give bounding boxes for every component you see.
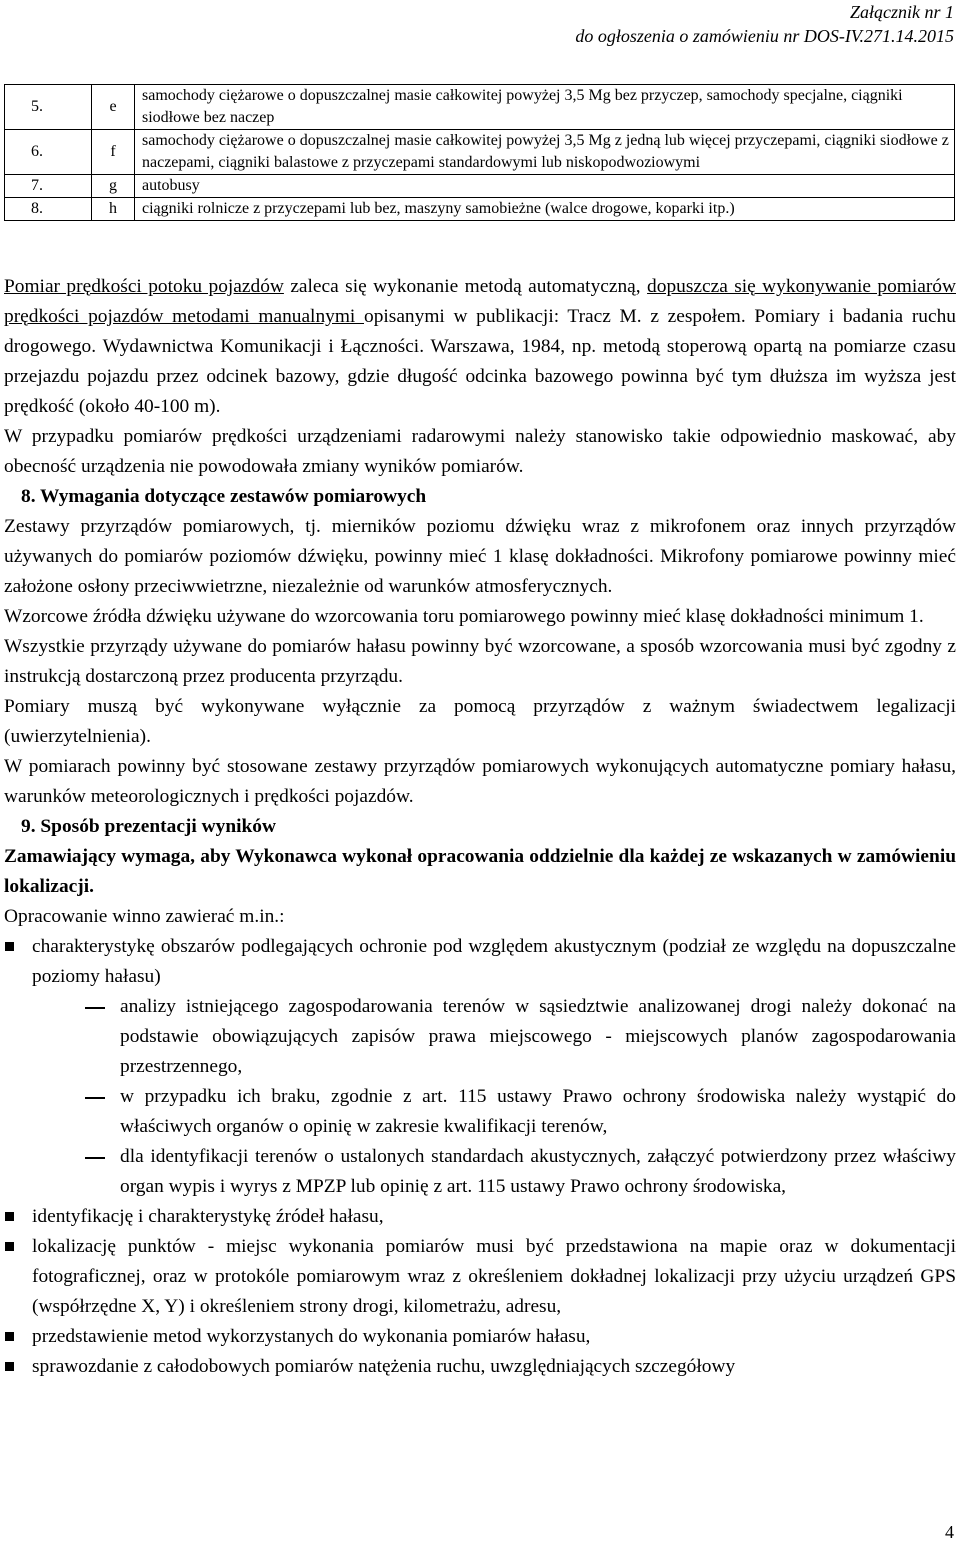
list-item: przedstawienie metod wykorzystanych do wykonania pomiarów hałasu, bbox=[4, 1322, 956, 1352]
list-item: sprawozdanie z całodobowych pomiarów natężenia ruchu, uwzględniających szczegółowy bbox=[4, 1352, 956, 1382]
paragraph: Pomiary muszą być wykonywane wyłącznie za pomocą przyrządów z ważnym świadectwem legalizacji (uwierzytelnienia). bbox=[4, 696, 956, 747]
row-letter: e bbox=[92, 85, 135, 130]
document-body bbox=[4, 272, 956, 1382]
table-row bbox=[5, 198, 955, 221]
section-9-heading: 9. Sposób prezentacji wyników bbox=[21, 816, 276, 837]
row-description: samochody ciężarowe o dopuszczalnej masie całkowitej powyżej 3,5 Mg bez przyczep, samochody specjalne, ciągniki siodłowe bez naczep bbox=[135, 85, 955, 130]
paragraph: Wzorcowe źródła dźwięku używane do wzorcowania toru pomiarowego powinny mieć klasę dokładności minimum 1. bbox=[4, 606, 924, 627]
list-item-text: charakterystykę obszarów podlegających ochronie pod względem akustycznym (podział ze względu na dopuszczalne poziomy hałasu) bbox=[32, 936, 956, 987]
list-intro: Opracowanie winno zawierać m.in.: bbox=[4, 906, 285, 927]
contents-list bbox=[4, 932, 956, 1382]
table-row bbox=[5, 130, 955, 175]
speed-measurement-paragraph bbox=[4, 272, 956, 422]
table-row bbox=[5, 85, 955, 130]
row-description: ciągniki rolnicze z przyczepami lub bez, maszyny samobieżne (walce drogowe, koparki itp.) bbox=[135, 198, 955, 221]
sub-list-item: dla identyfikacji terenów o ustalonych standardach akustycznych, załączyć potwierdzony przez właściwy organ wypis i wyrys z MPZP lub opinię z art. 115 ustawy Prawo ochrony środowiska, bbox=[32, 1142, 956, 1202]
row-description: autobusy bbox=[135, 175, 955, 198]
row-number: 5. bbox=[5, 85, 92, 130]
row-description: samochody ciężarowe o dopuszczalnej masie całkowitej powyżej 3,5 Mg z jedną lub więcej przyczepami, ciągniki siodłowe z naczepami, ciągniki balastowe z przyczepami standardowymi lub niskopodwoziowymi bbox=[135, 130, 955, 175]
paragraph: W pomiarach powinny być stosowane zestawy przyrządów pomiarowych wykonujących automatyczne pomiary hałasu, warunków meteorologicznych i prędkości pojazdów. bbox=[4, 756, 956, 807]
paragraph: Zestawy przyrządów pomiarowych, tj. mierników poziomu dźwięku wraz z mikrofonem oraz innych przyrządów używanych do pomiarów poziomów dźwięku, powinny mieć 1 klasę dokładności. Mikrofony pomiarowe powinny mieć założone osłony przeciwwietrzne, niezależnie od warunków atmosferycznych. bbox=[4, 516, 956, 597]
page-number: 4 bbox=[945, 1522, 954, 1542]
row-number: 8. bbox=[5, 198, 92, 221]
list-item bbox=[4, 932, 956, 1202]
section-8-heading: 8. Wymagania dotyczące zestawów pomiarowych bbox=[21, 486, 427, 507]
requirement-paragraph: Zamawiający wymaga, aby Wykonawca wykonał opracowania oddzielnie dla każdej ze wskazanych w zamówieniu lokalizacji. bbox=[4, 846, 956, 897]
row-number: 7. bbox=[5, 175, 92, 198]
table-row bbox=[5, 175, 955, 198]
announcement-reference: do ogłoszenia o zamówieniu nr DOS-IV.271.14.2015 bbox=[575, 26, 954, 46]
list-item: identyfikację i charakterystykę źródeł hałasu, bbox=[4, 1202, 956, 1232]
row-letter: h bbox=[92, 198, 135, 221]
paragraph: Wszystkie przyrządy używane do pomiarów hałasu powinny być wzorcowane, a sposób wzorcowania musi być zgodny z instrukcją dostarczoną przez producenta przyrządu. bbox=[4, 636, 956, 687]
attachment-label: Załącznik nr 1 bbox=[849, 2, 954, 22]
sub-list bbox=[32, 992, 956, 1202]
vehicle-category-table bbox=[4, 84, 955, 221]
page-header bbox=[575, 0, 954, 48]
row-letter: f bbox=[92, 130, 135, 175]
underlined-text: dopuszcza się wykonywanie pomiarów prędkości pojazdów metodami manualnymi bbox=[4, 276, 956, 327]
sub-list-item: analizy istniejącego zagospodarowania terenów w sąsiedztwie analizowanej drogi należy dokonać na podstawie obowiązujących zapisów prawa miejscowego - miejscowych planów zagospodarowania przestrzennego, bbox=[32, 992, 956, 1082]
paragraph-text: zaleca się wykonanie metodą automatyczną, bbox=[283, 276, 648, 297]
underlined-text: Pomiar prędkości potoku pojazdów bbox=[4, 276, 284, 297]
row-letter: g bbox=[92, 175, 135, 198]
radar-paragraph: W przypadku pomiarów prędkości urządzeniami radarowymi należy stanowisko takie odpowiednio maskować, aby obecność urządzenia nie powodowała zmiany wyników pomiarów. bbox=[4, 426, 956, 477]
sub-list-item: w przypadku ich braku, zgodnie z art. 115 ustawy Prawo ochrony środowiska należy wystąpić do właściwych organów o opinię w zakresie kwalifikacji terenów, bbox=[32, 1082, 956, 1142]
list-item: lokalizację punktów - miejsc wykonania pomiarów musi być przedstawiona na mapie oraz w dokumentacji fotograficznej, oraz w protokóle pomiarowym wraz z określeniem dokładnej lokalizacji przy użyciu urządzeń GPS (współrzędne X, Y) i określeniem strony drogi, kilometrażu, adresu, bbox=[4, 1232, 956, 1322]
row-number: 6. bbox=[5, 130, 92, 175]
paragraph-text: opisanymi w publikacji: Tracz M. z zespołem. Pomiary i badania ruchu drogowego. Wydawnictwa Komunikacji i Łączności. Warszawa, 1984, np. metodą stoperową opartą na pomiarze czasu przejazdu pojazdu przez odcinek bazowy, gdzie długość odcinka bazowego powinna być tym dłuższa im wyższa jest prędkość (około 40-100 m). bbox=[4, 306, 956, 417]
